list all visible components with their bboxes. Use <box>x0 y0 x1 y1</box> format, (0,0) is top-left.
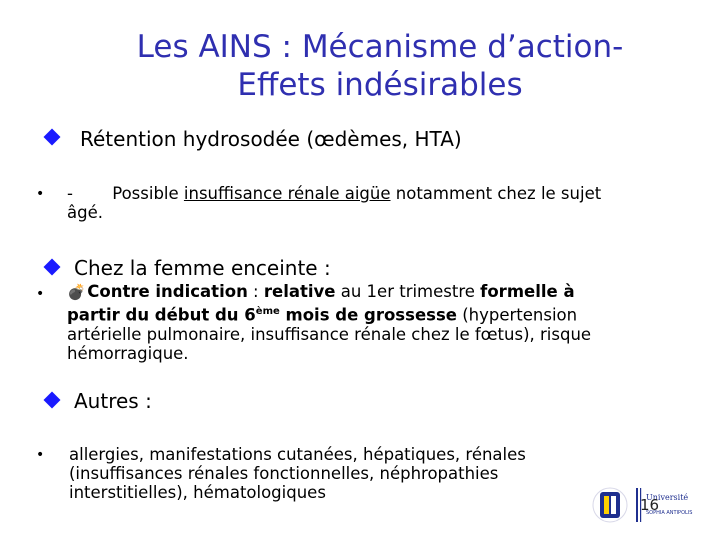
bomb-icon: 💣 <box>67 283 86 301</box>
ci-bold: Contre indication <box>87 282 248 301</box>
bullet-icon: • <box>36 186 45 202</box>
pregnancy-line-3: artérielle pulmonaire, insuffisance rénale chez le fœtus), risque <box>67 324 592 344</box>
diamond-bullet-icon <box>44 259 61 276</box>
others-line-3: interstitielles), hématologiques <box>69 483 326 502</box>
title-line-2: Effets indésirables <box>237 67 523 103</box>
retention-text-a: Possible <box>112 184 184 203</box>
bullet-icon: • <box>36 286 45 302</box>
logo-text-2: SOPHIA ANTIPOLIS <box>646 510 693 516</box>
trimester-text: au 1er trimestre <box>335 282 481 301</box>
logo-text-1: Université <box>646 493 689 502</box>
retention-text-c: âgé. <box>67 203 103 222</box>
retention-text <box>67 184 687 222</box>
diamond-bullet-icon <box>44 392 61 409</box>
title-line-1: Les AINS : Mécanisme d’action- <box>136 29 624 65</box>
section-heading-pregnancy: Chez la femme enceinte : <box>74 256 331 280</box>
retention-text-b: notamment chez le sujet <box>390 184 602 203</box>
line2-bold-a: partir du début du 6 <box>67 305 256 325</box>
others-line-1: allergies, manifestations cutanées, hépatiques, rénales <box>69 445 526 464</box>
bullet-icon: • <box>36 447 45 463</box>
page-number: 16 <box>640 496 660 514</box>
relative-bold: relative <box>263 282 336 301</box>
line2-rest: (hypertension <box>456 305 578 325</box>
others-text <box>69 445 629 502</box>
formelle-bold: formelle à <box>480 282 575 301</box>
sup-eme: ème <box>255 306 280 317</box>
ci-colon: : <box>247 282 264 301</box>
diamond-bullet-icon <box>44 129 61 146</box>
slide-title <box>60 28 700 104</box>
retention-dash: - <box>67 184 73 203</box>
section-heading-retention: Rétention hydrosodée (œdèmes, HTA) <box>80 127 462 151</box>
pregnancy-text <box>67 282 707 363</box>
line2-bold-b: mois de grossesse <box>279 305 457 325</box>
others-line-2: (insuffisances rénales fonctionnelles, néphropathies <box>69 464 499 483</box>
pregnancy-line-4: hémorragique. <box>67 343 189 363</box>
section-heading-others: Autres : <box>74 389 152 413</box>
retention-underlined: insuffisance rénale aigüe <box>183 184 391 203</box>
